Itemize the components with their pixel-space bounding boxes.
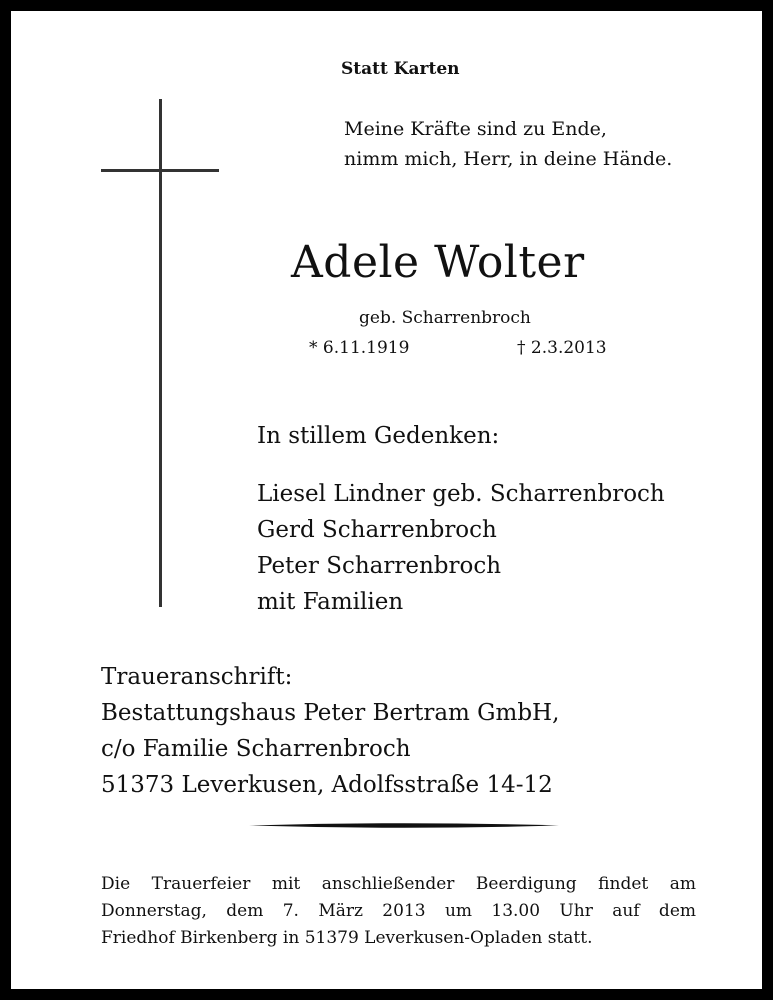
- maiden-name: geb. Scharrenbroch: [359, 308, 531, 328]
- mourning-address: [101, 659, 559, 803]
- address-line: c/o Familie Scharrenbroch: [101, 736, 411, 762]
- birth-date: * 6.11.1919: [309, 338, 410, 358]
- deceased-name: Adele Wolter: [291, 237, 585, 288]
- verse: [344, 114, 672, 174]
- mourner-item: Liesel Lindner geb. Scharrenbroch: [257, 481, 665, 507]
- notice-line: Friedhof Birkenberg in 51379 Leverkusen-Opladen statt.: [101, 928, 593, 948]
- address-line: 51373 Leverkusen, Adolfsstraße 14-12: [101, 772, 553, 798]
- address-line: Bestattungshaus Peter Bertram GmbH,: [101, 700, 560, 726]
- divider-ornament: [249, 822, 559, 829]
- cross-horizontal-bar: [101, 169, 219, 172]
- death-date: † 2.3.2013: [517, 338, 607, 358]
- notice-line: Die Trauerfeier mit anschließender Beerdigung findet am: [101, 874, 696, 894]
- funeral-notice: [101, 871, 696, 952]
- memoriam-heading: In stillem Gedenken:: [257, 423, 500, 449]
- notice-line: Donnerstag, dem 7. März 2013 um 13.00 Uhr auf dem: [101, 901, 696, 921]
- mourner-item: Peter Scharrenbroch: [257, 553, 502, 579]
- mourner-item: Gerd Scharrenbroch: [257, 517, 497, 543]
- mourner-item: mit Familien: [257, 589, 404, 615]
- header-title: Statt Karten: [341, 59, 460, 79]
- verse-line: Meine Kräfte sind zu Ende,: [344, 118, 607, 140]
- cross-vertical-bar: [159, 99, 162, 607]
- verse-line: nimm mich, Herr, in deine Hände.: [344, 148, 673, 170]
- mourners-list: [257, 476, 665, 620]
- address-line: Traueranschrift:: [101, 664, 293, 690]
